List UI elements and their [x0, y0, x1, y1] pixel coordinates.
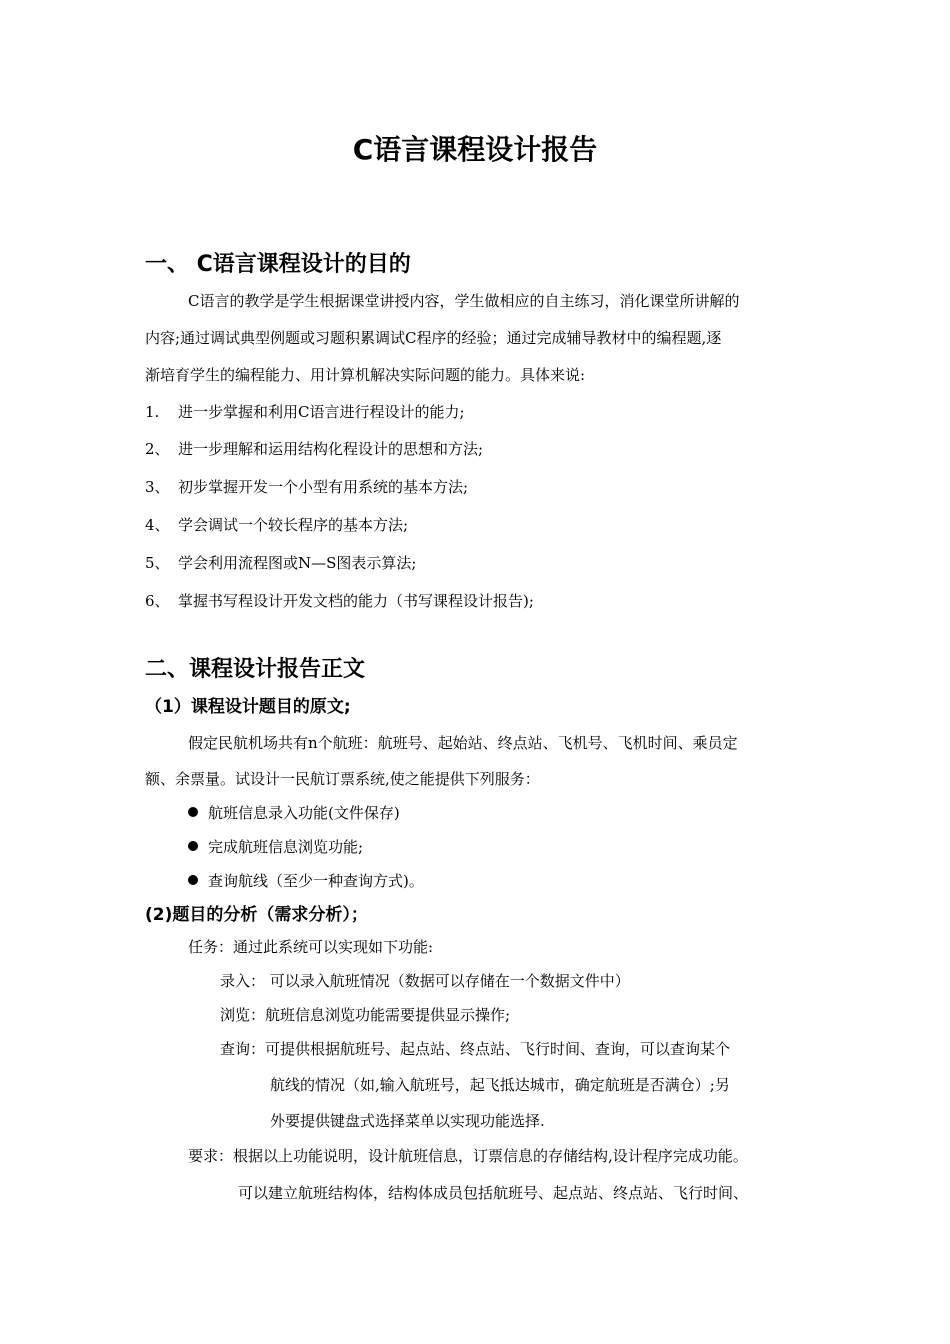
bullet-item: [188, 802, 400, 824]
subsection-1-para-line: 假定民航机场共有n个航班：航班号、起始站、终点站、飞机号、飞机时间、乘员定: [188, 734, 738, 752]
list-item-text: 初步掌握开发一个小型有用系统的基本方法;: [178, 478, 469, 496]
input-line: 录入： 可以录入航班情况（数据可以存储在一个数据文件中）: [220, 972, 630, 990]
list-item: [145, 590, 534, 612]
document-title: C语言课程设计报告: [352, 133, 598, 166]
list-item-text: 进一步掌握和利用C语言进行程设计的能力;: [178, 403, 465, 421]
list-item-text: 学会利用流程图或N—S图表示算法;: [178, 554, 417, 572]
requirement-line: 要求：根据以上功能说明，设计航班信息，订票信息的存储结构,设计程序完成功能。: [188, 1147, 748, 1165]
list-item: [145, 514, 408, 536]
list-item-number: 1.: [145, 403, 160, 421]
section-1-heading: 一、 C语言课程设计的目的: [145, 252, 411, 277]
list-item: [145, 552, 416, 574]
bullet-text: 查询航线（至少一种查询方式)。: [208, 872, 424, 890]
section-1-para-line: C语言的教学是学生根据课堂讲授内容，学生做相应的自主练习，消化课堂所讲解的: [188, 292, 740, 310]
bullet-icon: [188, 807, 198, 817]
list-item: [145, 476, 468, 498]
list-item-number: 5、: [145, 554, 170, 572]
section-2-heading: 二、课程设计报告正文: [145, 657, 366, 682]
query-line: 查询：可提供根据航班号、起点站、终点站、飞行时间、查询，可以查询某个: [220, 1040, 731, 1058]
list-item: [145, 401, 465, 423]
subsection-2-heading: (2)题目的分析（需求分析）；: [145, 905, 368, 925]
bullet-text: 完成航班信息浏览功能;: [208, 838, 364, 856]
list-item-text: 掌握书写程设计开发文档的能力（书写课程设计报告);: [178, 592, 534, 610]
subsection-1-para-line: 额、余票量。试设计一民航订票系统,使之能提供下列服务：: [145, 770, 540, 788]
bullet-icon: [188, 841, 198, 851]
browse-line: 浏览：航班信息浏览功能需要提供显示操作;: [220, 1006, 511, 1024]
bullet-text: 航班信息录入功能(文件保存): [208, 804, 400, 822]
section-1-para-line: 渐培育学生的编程能力、用计算机解决实际问题的能力。具体来说:: [145, 366, 586, 384]
bullet-item: [188, 836, 363, 858]
requirement-line: 可以建立航班结构体，结构体成员包括航班号、起点站、终点站、飞行时间、: [238, 1184, 749, 1202]
query-line: 外要提供键盘式选择菜单以实现功能选择.: [270, 1112, 545, 1130]
list-item-number: 3、: [145, 478, 170, 496]
list-item: [145, 438, 483, 460]
list-item-number: 6、: [145, 592, 170, 610]
list-item-number: 2、: [145, 440, 170, 458]
list-item-text: 进一步理解和运用结构化程设计的思想和方法;: [178, 440, 484, 458]
subsection-1-heading: （1）课程设计题目的原文;: [145, 697, 351, 717]
section-1-para-line: 内容;通过调试典型例题或习题积累调试C程序的经验；通过完成辅导教材中的编程题,逐: [145, 329, 722, 347]
list-item-text: 学会调试一个较长程序的基本方法;: [178, 516, 409, 534]
task-line: 任务：通过此系统可以实现如下功能:: [188, 938, 434, 956]
bullet-icon: [188, 875, 198, 885]
query-line: 航线的情况（如,输入航班号，起飞抵达城市，确定航班是否满仓）;另: [270, 1076, 730, 1094]
bullet-item: [188, 870, 424, 892]
list-item-number: 4、: [145, 516, 170, 534]
